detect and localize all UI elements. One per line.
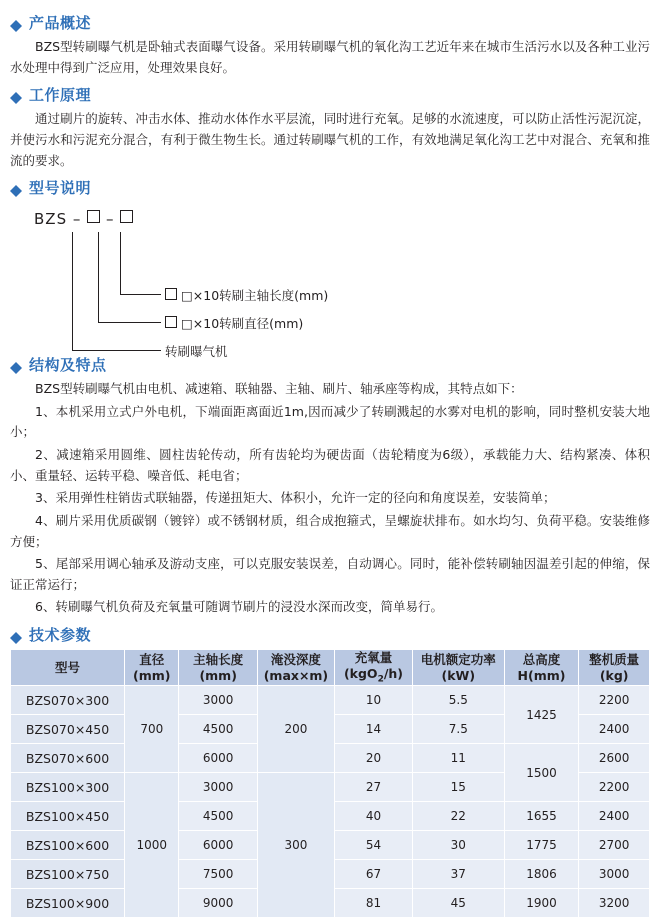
cell-model: BZS070×450 — [11, 715, 125, 744]
paragraph: 通过刷片的旋转、冲击水体、推动水体作水平层流，同时进行充氧。足够的水流速度，可以防止活性污泥沉淀，并使污水和污泥充分混合，有利于微生物生长。通过转刷曝气机的工作，有效地满足氧化沟工艺中对混合、充氧和推流的要求。 — [10, 111, 650, 168]
cell-power: 22 — [413, 802, 505, 831]
model-label-text: 转刷曝气机 — [165, 344, 228, 360]
cell-oxygen: 27 — [334, 773, 412, 802]
cell-height: 1655 — [504, 802, 579, 831]
cell-weight: 2600 — [579, 744, 650, 773]
section-body-overview — [10, 37, 650, 78]
model-dash-2: – — [105, 210, 115, 229]
section-heading-specs — [10, 624, 650, 645]
cell-oxygen: 67 — [334, 860, 412, 889]
label-box-icon — [165, 316, 177, 328]
model-label-2 — [165, 314, 303, 332]
cell-shaft: 6000 — [179, 744, 257, 773]
model-code-prefix: BZS — [34, 210, 68, 229]
col-header-total-height: 总高度 H(mm) — [504, 650, 579, 686]
cell-power: 45 — [413, 889, 505, 918]
section-heading-overview — [10, 12, 650, 33]
table-body — [11, 686, 650, 918]
cell-weight: 2200 — [579, 686, 650, 715]
cell-depth: 300 — [257, 773, 334, 918]
table-header-row — [11, 650, 650, 686]
cell-model: BZS100×900 — [11, 889, 125, 918]
cell-diameter: 700 — [125, 686, 179, 773]
cell-model: BZS100×600 — [11, 831, 125, 860]
diamond-bullet-icon — [10, 626, 22, 638]
cell-model: BZS100×450 — [11, 802, 125, 831]
cell-shaft: 6000 — [179, 831, 257, 860]
cell-diameter: 1000 — [125, 773, 179, 918]
cell-weight: 2400 — [579, 715, 650, 744]
paragraph: 2、减速箱采用圆维、圆柱齿轮传动，所有齿轮均为硬齿面（齿轮精度为6级），承载能力大、结构紧凑、体积小、重量轻、运转平稳、噪音低、耗电省； — [10, 447, 650, 483]
diamond-bullet-icon — [10, 179, 22, 191]
model-label-text: □×10转刷主轴长度(mm) — [180, 288, 329, 304]
cell-model: BZS070×300 — [11, 686, 125, 715]
model-label-3 — [165, 342, 228, 360]
model-dash-1: – — [72, 210, 82, 229]
leader-line-3 — [72, 232, 161, 351]
section-body-structure — [10, 379, 650, 618]
cell-weight: 3200 — [579, 889, 650, 918]
paragraph: BZS型转刷曝气机是卧轴式表面曝气设备。采用转刷曝气机的氧化沟工艺近年来在城市生活污水以及各种工业污水处理中得到广泛应用，处理效果良好。 — [10, 39, 650, 75]
section-title: 工作原理 — [29, 86, 92, 105]
section-body-principle — [10, 109, 650, 171]
cell-power: 11 — [413, 744, 505, 773]
cell-power: 5.5 — [413, 686, 505, 715]
paragraph: BZS型转刷曝气机由电机、减速箱、联轴器、主轴、刷片、轴承座等构成，其特点如下： — [35, 381, 523, 397]
paragraph: 3、采用弹性柱销齿式联轴器，传递扭矩大、体积小，允许一定的径向和角度误差，安装简单； — [35, 490, 556, 506]
spec-table — [10, 649, 650, 918]
cell-model: BZS100×300 — [11, 773, 125, 802]
cell-shaft: 3000 — [179, 686, 257, 715]
col-header-model — [11, 650, 125, 686]
cell-weight: 3000 — [579, 860, 650, 889]
paragraph: 6、转刷曝气机负荷及充氧量可随调节刷片的浸没水深而改变，简单易行。 — [35, 599, 443, 615]
col-header-weight: 整机质量 (kg) — [579, 650, 650, 686]
cell-oxygen: 40 — [334, 802, 412, 831]
cell-height: 1900 — [504, 889, 579, 918]
cell-depth: 200 — [257, 686, 334, 773]
cell-model: BZS070×600 — [11, 744, 125, 773]
cell-oxygen: 10 — [334, 686, 412, 715]
col-header-submersion-depth: 淹没深度 (max×m) — [257, 650, 334, 686]
col-header-shaft-length: 主轴长度 (mm) — [179, 650, 257, 686]
section-heading-principle — [10, 84, 650, 105]
cell-power: 37 — [413, 860, 505, 889]
model-label-1 — [165, 286, 328, 304]
model-label-text: □×10转刷直径(mm) — [180, 316, 304, 332]
paragraph: 5、尾部采用调心轴承及游动支座，可以克服安装误差，自动调心。同时，能补偿转刷轴因温差引起的伸缩，保证正常运行； — [10, 556, 650, 592]
cell-oxygen: 81 — [334, 889, 412, 918]
cell-model: BZS100×750 — [11, 860, 125, 889]
cell-shaft: 4500 — [179, 715, 257, 744]
label-box-icon — [165, 288, 177, 300]
cell-weight: 2200 — [579, 773, 650, 802]
cell-oxygen: 54 — [334, 831, 412, 860]
col-header-power: 电机额定功率 (kW) — [413, 650, 505, 686]
paragraph: 4、刷片采用优质碳钢（镀锌）或不锈钢材质，组合成抱箍式，呈螺旋状排布。如水均匀、负荷平稳。安装维修方便； — [10, 512, 650, 549]
cell-shaft: 9000 — [179, 889, 257, 918]
cell-height: 1500 — [504, 744, 579, 802]
cell-weight: 2700 — [579, 831, 650, 860]
diamond-bullet-icon — [10, 356, 22, 368]
model-code-string — [34, 210, 133, 228]
section-title: 型号说明 — [29, 179, 92, 198]
col-header-diameter: 直径 (mm) — [125, 650, 179, 686]
model-box-1 — [87, 210, 100, 223]
cell-shaft: 4500 — [179, 802, 257, 831]
cell-shaft: 3000 — [179, 773, 257, 802]
diamond-bullet-icon — [10, 14, 22, 26]
col-header-oxygen: 充氧量 (kgO$_2$/h) — [334, 650, 412, 686]
table-row — [11, 686, 650, 715]
section-title: 结构及特点 — [29, 356, 107, 375]
section-title: 产品概述 — [29, 14, 92, 32]
cell-oxygen: 14 — [334, 715, 412, 744]
paragraph: 1、本机采用立式户外电机，下端面距离面近1m,因而减少了转刷溅起的水雾对电机的影响，同时整机安装大地小； — [10, 403, 650, 440]
cell-power: 7.5 — [413, 715, 505, 744]
cell-power: 15 — [413, 773, 505, 802]
header-line1: 型号 — [55, 659, 81, 675]
section-title: 技术参数 — [29, 626, 92, 644]
cell-height: 1806 — [504, 860, 579, 889]
section-heading-model — [10, 177, 650, 198]
model-code-diagram — [10, 204, 650, 362]
cell-weight: 2400 — [579, 802, 650, 831]
cell-shaft: 7500 — [179, 860, 257, 889]
cell-height: 1775 — [504, 831, 579, 860]
cell-height: 1425 — [504, 686, 579, 744]
cell-oxygen: 20 — [334, 744, 412, 773]
cell-power: 30 — [413, 831, 505, 860]
diamond-bullet-icon — [10, 86, 22, 98]
model-box-2 — [120, 210, 133, 223]
